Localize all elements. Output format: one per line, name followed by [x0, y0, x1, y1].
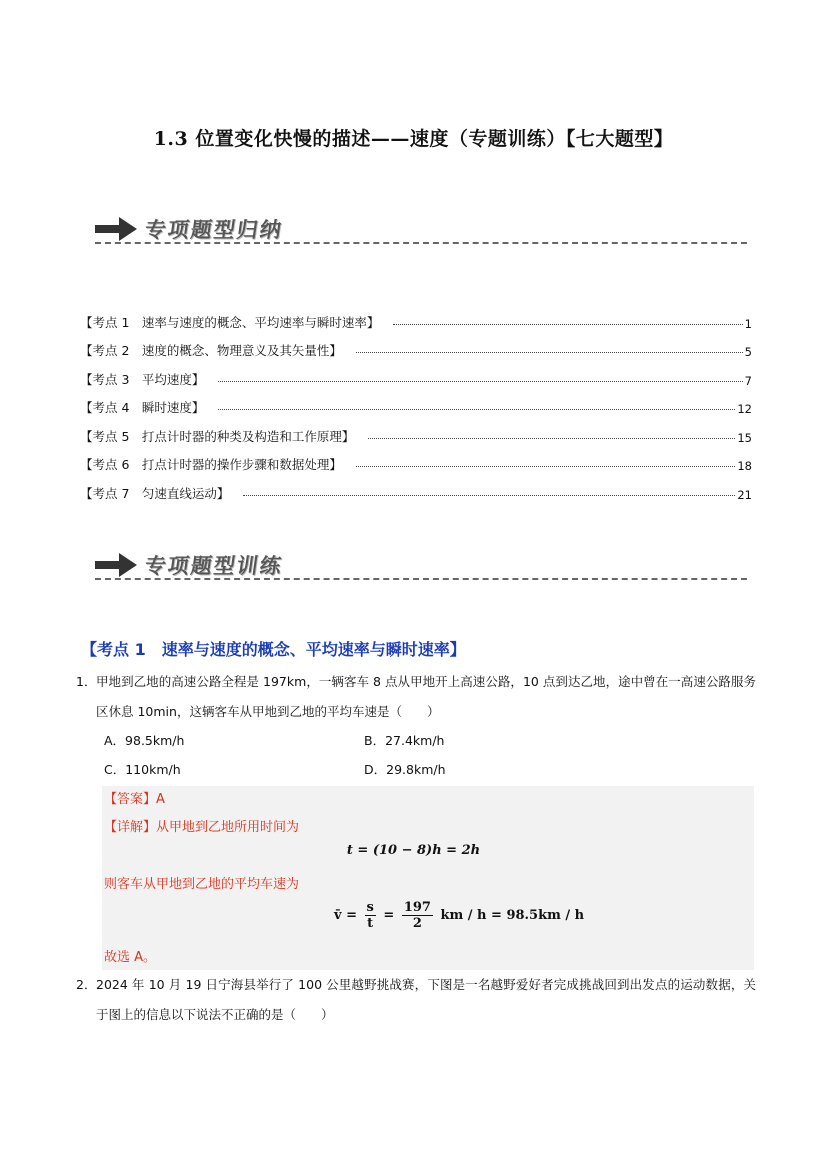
toc-page: 21 [737, 487, 752, 502]
banner-title: 专项题型训练 [143, 553, 285, 578]
toc-item[interactable]: 【考点 5 打点计时器的种类及构造和工作原理】 15 [80, 428, 752, 445]
explanation-line: 则客车从甲地到乙地的平均车速为 [104, 877, 300, 892]
question-number: 2． [76, 977, 97, 992]
detail-label: 【详解】从甲地到乙地所用时间为 [104, 820, 300, 835]
option-d[interactable]: D．29.8km/h [364, 762, 446, 777]
toc-page: 15 [737, 430, 752, 445]
arrow-icon [95, 216, 139, 242]
divider [95, 242, 747, 244]
banner-title: 专项题型归纳 [143, 217, 285, 242]
formula-time: t = (10 − 8)h = 2h [346, 843, 481, 858]
toc-item[interactable]: 【考点 6 打点计时器的操作步骤和数据处理】 18 [80, 457, 752, 473]
option-c[interactable]: C．110km/h [104, 762, 181, 777]
toc-item[interactable]: 【考点 7 匀速直线运动】 21 [80, 485, 752, 502]
question-2 [76, 970, 756, 1030]
question-text: 2024 年 10 月 19 日宁海县举行了 100 公里越野挑战赛，下图是一名越野爱好者完成挑战回到出发点的运动数据，关于图上的信息以下说法不正确的是（ ） [96, 977, 756, 1022]
toc-item[interactable]: 【考点 1 速率与速度的概念、平均速率与瞬时速率】 1 [80, 314, 752, 331]
page-title: 1.3 位置变化快慢的描述——速度（专题训练）【七大题型】 [153, 128, 674, 150]
formula-speed: v̄ = $\frac{s}{t}$ = $\frac{197}{2}$ km / h = 98.5km / h [334, 900, 585, 931]
section-banner-training [95, 548, 747, 584]
toc-page: 7 [744, 373, 752, 388]
toc-item[interactable]: 【考点 3 平均速度】 7 [80, 371, 752, 388]
toc-item[interactable]: 【考点 2 速度的概念、物理意义及其矢量性】 5 [80, 343, 752, 359]
toc-item[interactable]: 【考点 4 瞬时速度】 12 [80, 400, 752, 416]
arrow-icon [95, 552, 139, 578]
toc-page: 12 [737, 402, 752, 416]
question-number: 1． [76, 674, 97, 689]
divider [95, 578, 747, 580]
toc-page: 1 [744, 316, 752, 331]
toc-page: 5 [744, 345, 752, 359]
answer-label: 【答案】A [104, 792, 165, 807]
option-b[interactable]: B．27.4km/h [364, 733, 445, 748]
conclusion: 故选 A。 [104, 950, 157, 965]
question-text: 甲地到乙地的高速公路全程是 197km，一辆客车 8 点从甲地开上高速公路，10 点到达乙地，途中曾在一高速公路服务区休息 10min，这辆客车从甲地到乙地的平均车速是（ ） [96, 674, 756, 719]
section-banner-summary [95, 212, 747, 248]
question-1 [76, 667, 756, 727]
section-heading: 【考点 1 速率与速度的概念、平均速率与瞬时速率】 [81, 640, 466, 659]
toc-page: 18 [737, 459, 752, 473]
option-a[interactable]: A．98.5km/h [104, 733, 185, 748]
table-of-contents [80, 302, 752, 502]
